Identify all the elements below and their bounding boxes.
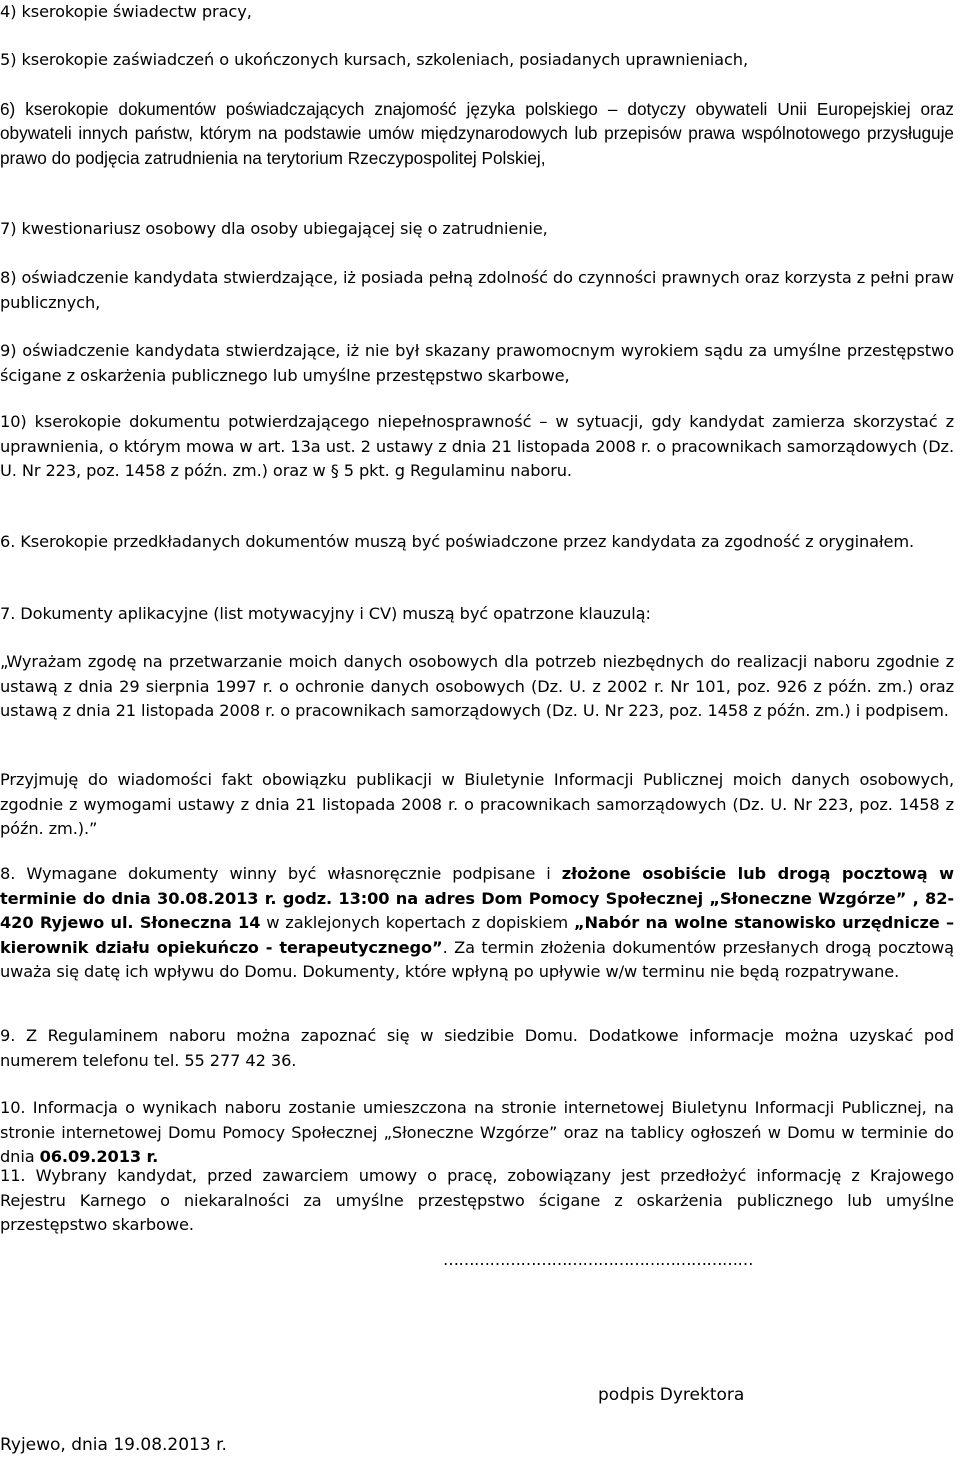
- section-6: 6. Kserokopie przedkładanych dokumentów muszą być poświadczone przez kandydata za zgodność z oryginałem.: [0, 532, 915, 551]
- section-8-bold-2: „Nabór na wolne stanowisko urzędnicze – kierownik działu opiekuńczo - terapeutycznego”: [0, 913, 955, 957]
- item-10: 10) kserokopie dokumentu potwierdzającego niepełnosprawność – w sytuacji, gdy kandydat zamierza skorzystać z uprawnienia, o którym mowa w art. 13a ust. 2 ustawy z dnia 21 listopada 2008 r. o pracownikach samorządowych (Dz. U. Nr 223, poz. 1458 z późn. zm.) oraz w § 5 pkt. g Regulaminu naboru.: [0, 412, 954, 481]
- item-8: 8) oświadczenie kandydata stwierdzające, iż posiada pełną zdolność do czynności prawnych oraz korzysta z pełni praw publicznych,: [0, 268, 954, 312]
- place-and-date: Ryjewo, dnia 19.08.2013 r.: [0, 1435, 227, 1455]
- signature-line: ……………………………………………………: [443, 1250, 753, 1269]
- signature-label: podpis Dyrektora: [598, 1385, 745, 1405]
- section-8-text-3: . Za termin złożenia dokumentów przesłanych drogą pocztową uważa się datę ich wpływu do Domu. Dokumenty, które wpłyną po upływie w/w terminu nie będą rozpatrywane.: [0, 937, 955, 982]
- section-10-date: 06.09.2013 r.: [39, 1147, 159, 1167]
- section-11: 11. Wybrany kandydat, przed zawarciem umowy o pracę, zobowiązany jest przedłożyć informację z Krajowego Rejestru Karnego o niekaralności za umyślne przestępstwo ścigane z oskarżenia publicznego lub umyślne przestępstwo skarbowe.: [0, 1166, 954, 1235]
- consent-clause-2: Przyjmuję do wiadomości fakt obowiązku publikacji w Biuletynie Informacji Publicznej moich danych osobowych, zgodnie z wymogami ustawy z dnia 21 listopada 2008 r. o pracownikach samorządowych (Dz. U. Nr 223, poz. 1458 z późn. zm.).”: [0, 770, 954, 839]
- section-8: [0, 862, 954, 985]
- section-8-text-2: w zaklejonych kopertach z dopiskiem: [260, 913, 574, 933]
- item-9: 9) oświadczenie kandydata stwierdzające, iż nie był skazany prawomocnym wyrokiem sądu za umyślne przestępstwo ścigane z oskarżenia publicznego lub umyślne przestępstwo skarbowe,: [0, 341, 954, 385]
- consent-clause-1: „Wyrażam zgodę na przetwarzanie moich danych osobowych dla potrzeb niezbędnych do realizacji naboru zgodnie z ustawą z dnia 29 sierpnia 1997 r. o ochronie danych osobowych (Dz. U. z 2002 r. Nr 101, poz. 926 z późn. zm.) oraz ustawą z dnia 21 listopada 2008 r. o pracownikach samorządowych (Dz. U. Nr 223, poz. 1458 z późn. zm.) i podpisem.: [0, 652, 954, 721]
- item-6: 6) kserokopie dokumentów poświadczających znajomość języka polskiego – dotyczy obywateli Unii Europejskiej oraz obywateli innych państw, którym na podstawie umów międzynarodowych lub przepisów prawa wspólnotowego przysługuje prawo do podjęcia zatrudnienia na terytorium Rzeczypospolitej Polskiej,: [0, 99, 954, 168]
- section-8-bold-1: złożone osobiście lub drogą pocztową w terminie do dnia 30.08.2013 r. godz. 13:00 na adres Dom Pomocy Społecznej „Słoneczne Wzgórze” , 82-420 Ryjewo ul. Słoneczna 14: [0, 864, 954, 933]
- section-10: [0, 1096, 954, 1170]
- section-9: 9. Z Regulaminem naboru można zapoznać się w siedzibie Domu. Dodatkowe informacje można uzyskać pod numerem telefonu tel. 55 277 42 36.: [0, 1026, 954, 1070]
- item-7: 7) kwestionariusz osobowy dla osoby ubiegającej się o zatrudnienie,: [0, 219, 548, 238]
- section-10-text-1: 10. Informacja o wynikach naboru zostanie umieszczona na stronie internetowej Biuletynu Informacji Publicznej, na stronie internetowej Domu Pomocy Społecznej „Słoneczne Wzgórze” oraz na tablicy ogłoszeń w Domu w terminie do dnia: [0, 1098, 954, 1167]
- section-7: 7. Dokumenty aplikacyjne (list motywacyjny i CV) muszą być opatrzone klauzulą:: [0, 604, 651, 623]
- item-4: 4) kserokopie świadectw pracy,: [0, 2, 252, 21]
- item-5: 5) kserokopie zaświadczeń o ukończonych kursach, szkoleniach, posiadanych uprawnieniach,: [0, 50, 748, 69]
- section-8-text-1: 8. Wymagane dokumenty winny być własnoręcznie podpisane i: [0, 864, 562, 883]
